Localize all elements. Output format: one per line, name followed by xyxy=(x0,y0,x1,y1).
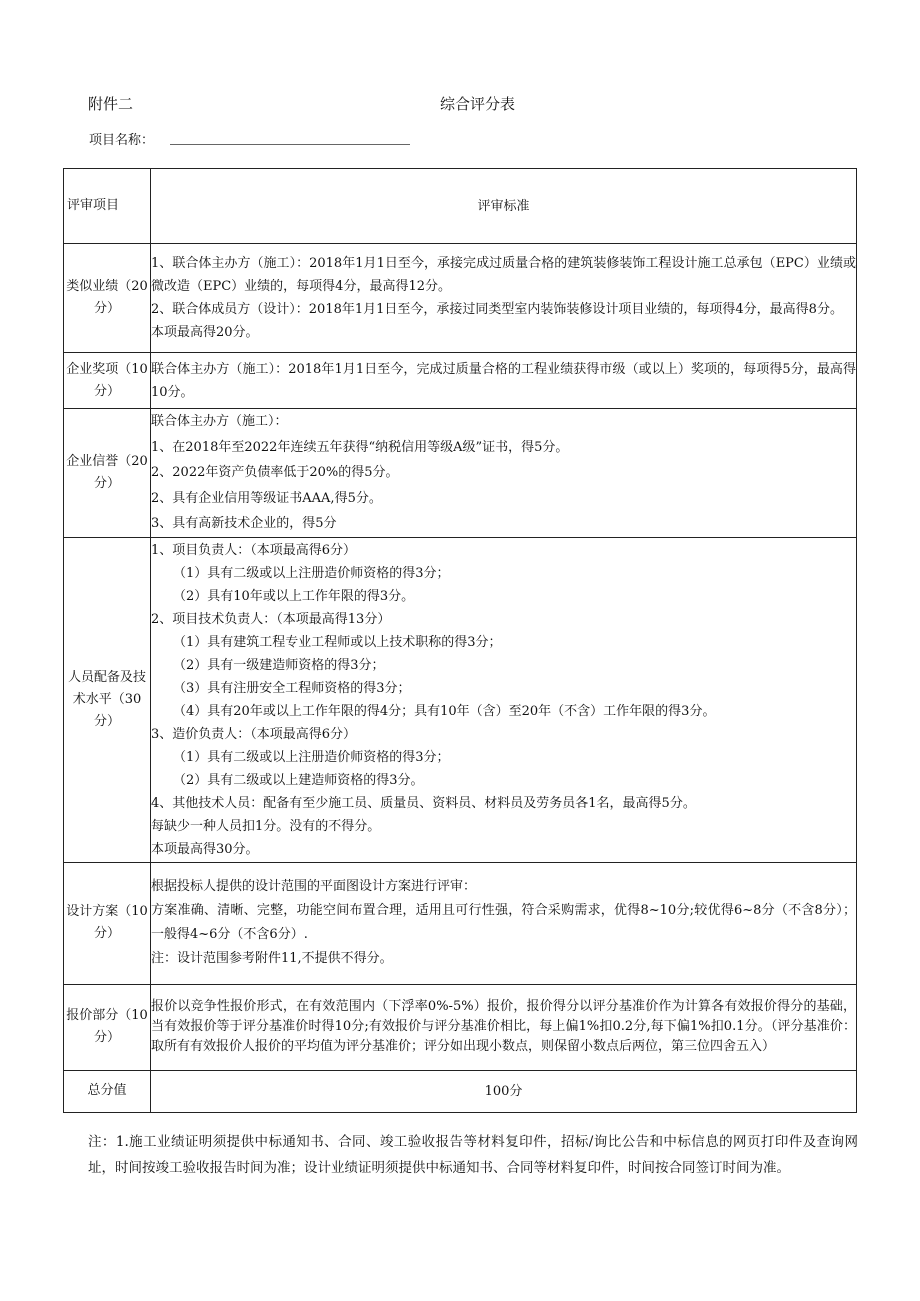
row-item-cell: 设计方案（10分） xyxy=(64,862,151,984)
standard-line: 1、联合体主办方（施工）：2018年1月1日至今，承接完成过质量合格的建筑装修装饰工程设计施工总承包（EPC）业绩或微改造（EPC）业绩的，每项得4分，最高得12分。 xyxy=(151,256,856,294)
attachment-label: 附件二 xyxy=(88,95,134,113)
standard-line: 2、具有企业信用等级证书AAA,得5分。 xyxy=(151,490,382,506)
table-header-row xyxy=(64,169,857,244)
standard-line: 联合体主办方（施工）： xyxy=(151,414,288,429)
scoring-table xyxy=(63,168,857,1113)
table-row xyxy=(64,537,857,862)
row-standard-cell xyxy=(151,353,857,409)
row-standard-cell xyxy=(151,409,857,538)
table-row xyxy=(64,862,857,984)
total-label-cell: 总分值 xyxy=(64,1070,151,1112)
header-standard-cell: 评审标准 xyxy=(151,169,857,244)
standard-line: 1、在2018年至2022年连续五年获得“纳税信用等级A级”证书，得5分。 xyxy=(151,439,569,455)
standard-line: 报价以竞争性报价形式，在有效范围内（下浮率0%-5%）报价，报价得分以评分基准价作为计算各有效报价得分的基础，当有效报价等于评分基准价时得10分;有效报价与评分基准价相比，每上偏1%扣0.2分,每下偏1%扣0.1分。（评分基准价：取所有有效报价人报价的平均值为评分基准价；评分如出现小数点，则保留小数点后两位，第三位四舍五入） xyxy=(151,999,856,1054)
standard-line: 联合体主办方（施工）：2018年1月1日至今，完成过质量合格的工程业绩获得市级（或以上）奖项的，每项得5分，最高得10分。 xyxy=(151,361,856,400)
header-item-cell: 评审项目 xyxy=(64,169,151,244)
standard-line: （4）具有20年或以上工作年限的得4分；具有10年（含）至20年（不含）工作年限的得3分。 xyxy=(173,703,716,719)
page-title: 综合评分表 xyxy=(440,95,516,113)
table-row xyxy=(64,244,857,353)
standard-line: 2、项目技术负责人：（本项最高得13分） xyxy=(151,611,391,627)
standard-line: （1）具有建筑工程专业工程师或以上技术职称的得3分； xyxy=(173,634,502,650)
total-value-cell: 100分 xyxy=(151,1070,857,1112)
row-item-cell: 报价部分（10分） xyxy=(64,984,151,1070)
standard-line: 本项最高得20分。 xyxy=(151,325,259,340)
standard-line: （2）具有二级或以上建造师资格的得3分。 xyxy=(173,772,424,788)
standard-line: 每缺少一种人员扣1分。没有的不得分。 xyxy=(151,818,381,834)
standard-line: 3、具有高新技术企业的，得5分 xyxy=(151,516,337,531)
table-row xyxy=(64,984,857,1070)
standard-line: 3、造价负责人：（本项最高得6分） xyxy=(151,726,357,742)
table-row xyxy=(64,353,857,409)
project-name-blank-line xyxy=(170,144,410,145)
standard-line: 根据投标人提供的设计范围的平面图设计方案进行评审： xyxy=(151,879,477,894)
standard-line: 2、2022年资产负债率低于20%的得5分。 xyxy=(151,465,399,480)
row-item-cell: 企业奖项（10分） xyxy=(64,353,151,409)
standard-line: 1、项目负责人：（本项最高得6分） xyxy=(151,542,357,558)
row-standard-cell xyxy=(151,537,857,862)
table-row xyxy=(64,1070,857,1112)
project-name-label: 项目名称： xyxy=(89,133,155,148)
standard-line: （3）具有注册安全工程师资格的得3分； xyxy=(173,680,411,696)
table-row xyxy=(64,409,857,538)
standard-line: 方案准确、清晰、完整，功能空间布置合理，适用且可行性强，符合采购需求，优得8~10分;较优得6~8分（不含8分）；一般得4~6分（不含6分）. xyxy=(151,903,856,942)
standard-line: 4、其他技术人员：配备有至少施工员、质量员、资料员、材料员及劳务员各1名，最高得5分。 xyxy=(151,795,696,811)
row-item-cell: 类似业绩（20分） xyxy=(64,244,151,353)
standard-line: 注：设计范围参考附件11,不提供不得分。 xyxy=(151,951,393,966)
row-standard-cell xyxy=(151,984,857,1070)
standard-line: （2）具有10年或以上工作年限的得3分。 xyxy=(173,588,415,604)
footnote: 注：1.施工业绩证明须提供中标通知书、合同、竣工验收报告等材料复印件，招标/询比公告和中标信息的网页打印件及查询网址，时间按竣工验收报告时间为准；设计业绩证明须提供中标通知书、合同等材料复印件，时间按合同签订时间为准。 xyxy=(88,1134,858,1176)
standard-line: （1）具有二级或以上注册造价师资格的得3分； xyxy=(173,565,450,581)
standard-line: （1）具有二级或以上注册造价师资格的得3分； xyxy=(173,749,450,765)
row-standard-cell xyxy=(151,862,857,984)
row-standard-cell xyxy=(151,244,857,353)
standard-line: 2、联合体成员方（设计）：2018年1月1日至今，承接过同类型室内装饰装修设计项目业绩的，每项得4分，最高得8分。 xyxy=(151,302,843,317)
row-item-cell: 企业信誉（20分） xyxy=(64,409,151,538)
standard-line: 本项最高得30分。 xyxy=(151,841,259,857)
row-item-cell: 人员配备及技术水平（30分） xyxy=(64,537,151,862)
standard-line: （2）具有一级建造师资格的得3分； xyxy=(173,657,385,673)
